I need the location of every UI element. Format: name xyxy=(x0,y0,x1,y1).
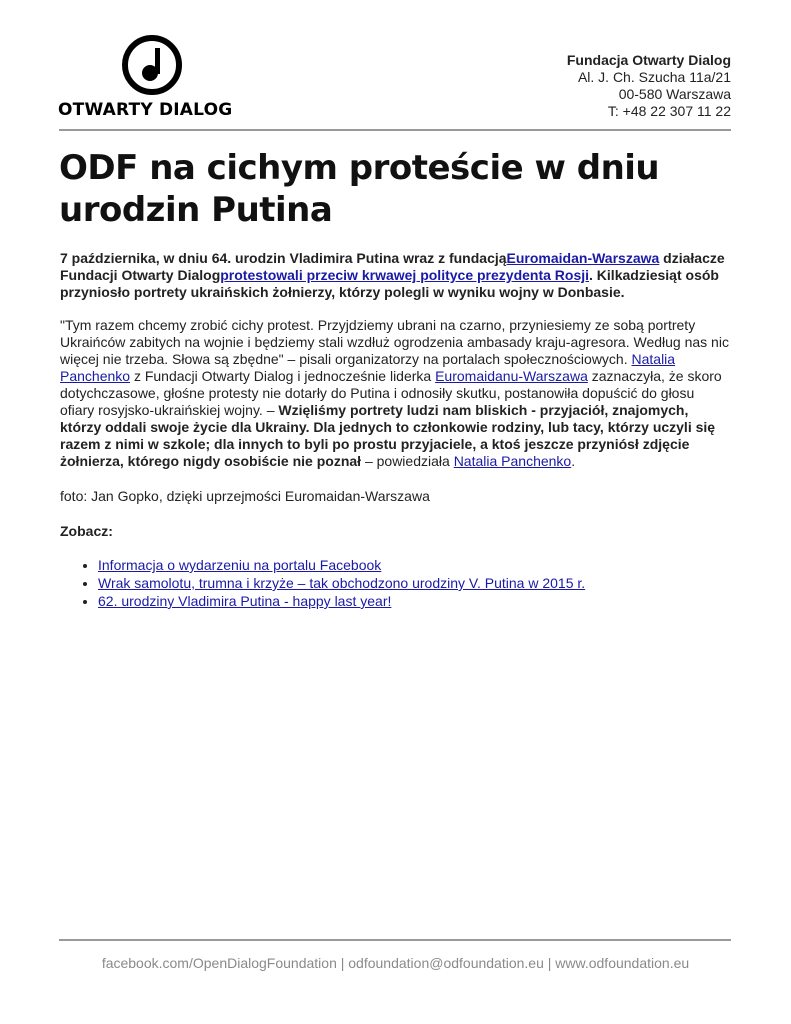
org-address-line-1: Al. J. Ch. Szucha 11a/21 xyxy=(577,69,731,85)
article-content xyxy=(60,250,732,610)
org-phone: T: +48 22 307 11 22 xyxy=(607,103,731,119)
body-text-1: "Tym razem chcemy zrobić cichy protest. Przyjdziemy ubrani na czarno, przyniesiemy ze sobą portrety Ukraińców zabitych na wojnie i będziemy stali wzdłuż ogrodzenia ambasady kraju-agresora. Według nas nic więcej nie trzeba. Słowa są zbędne" – pisali organizatorzy na portalach społecznościowych. xyxy=(60,317,729,367)
header-divider xyxy=(59,129,731,131)
see-also-label: Zobacz: xyxy=(60,523,113,539)
euromaidanu-link[interactable]: Euromaidanu-Warszawa xyxy=(435,368,588,384)
article-title: ODF na cichym proteście w dniu urodzin Putina xyxy=(59,148,660,230)
natalia-panchenko-link[interactable]: Natalia Panchenko xyxy=(60,351,676,384)
org-contact xyxy=(567,52,731,120)
natalia-panchenko-link-2[interactable]: Natalia Panchenko xyxy=(453,453,572,469)
body-text-3: zaznaczyła, że skoro dotychczasowe, głośne protesty nie dotarły do Putina i odnosiły skutku, postanowiła dopuścić do głosu ofiary rosyjsko-ukraińskiej wojny. – xyxy=(60,368,722,418)
lead-paragraph xyxy=(60,250,732,301)
lead-text-3: . Kilkadziesiąt osób przyniosło portrety ukraińskich żołnierzy, którzy polegli w wyniku wojny w Donbasie. xyxy=(60,267,719,300)
music-note-circle-icon xyxy=(121,34,183,96)
list-item xyxy=(98,556,732,574)
body-paragraph xyxy=(60,317,732,470)
footer-divider xyxy=(59,939,731,941)
footer-contact: facebook.com/OpenDialogFoundation | odfoundation@odfoundation.eu | www.odfoundation.eu xyxy=(101,955,690,971)
protest-link[interactable]: protestowali przeciw krwawej polityce prezydenta Rosji xyxy=(220,267,590,283)
list-item xyxy=(98,592,732,610)
facebook-event-link[interactable]: Informacja o wydarzeniu na portalu Facebook xyxy=(98,557,382,573)
euromaidan-link[interactable]: Euromaidan-Warszawa xyxy=(506,250,660,266)
see-also-list xyxy=(60,556,732,610)
putin-2015-link[interactable]: Wrak samolotu, trumna i krzyże – tak obchodzono urodziny V. Putina w 2015 r. xyxy=(98,575,586,591)
logo-text: OTWARTY DIALOG xyxy=(58,100,233,120)
putin-62-link[interactable]: 62. urodziny Vladimira Putina - happy last year! xyxy=(98,593,392,609)
quote-bold: Wzięliśmy portrety ludzi nam bliskich - przyjaciół, znajomych, którzy oddali swoje życie dla Ukrainy. Dla jednych to członkowie rodziny, lub tacy, którzy uczyli się razem z nimi w szkole; dla innych to byli po prostu przyjaciele, a ktoś jeszcze przyniósł zdjęcie żołnierza, którego nigdy osobiście nie poznał xyxy=(60,402,716,469)
body-text-2: z Fundacji Otwarty Dialog i jednocześnie liderka xyxy=(130,368,436,384)
org-address-line-2: 00-580 Warszawa xyxy=(618,86,731,102)
body-text-4: – powiedziała xyxy=(361,453,454,469)
body-text-5: . xyxy=(571,453,576,469)
photo-credit: foto: Jan Gopko, dzięki uprzejmości Euromaidan-Warszawa xyxy=(60,488,430,504)
lead-text-2: działacze Fundacji Otwarty Dialog xyxy=(60,250,725,283)
lead-text-1: 7 października, w dniu 64. urodzin Vladimira Putina wraz z fundacją xyxy=(60,250,507,266)
list-item xyxy=(98,574,732,592)
org-name: Fundacja Otwarty Dialog xyxy=(566,52,731,68)
